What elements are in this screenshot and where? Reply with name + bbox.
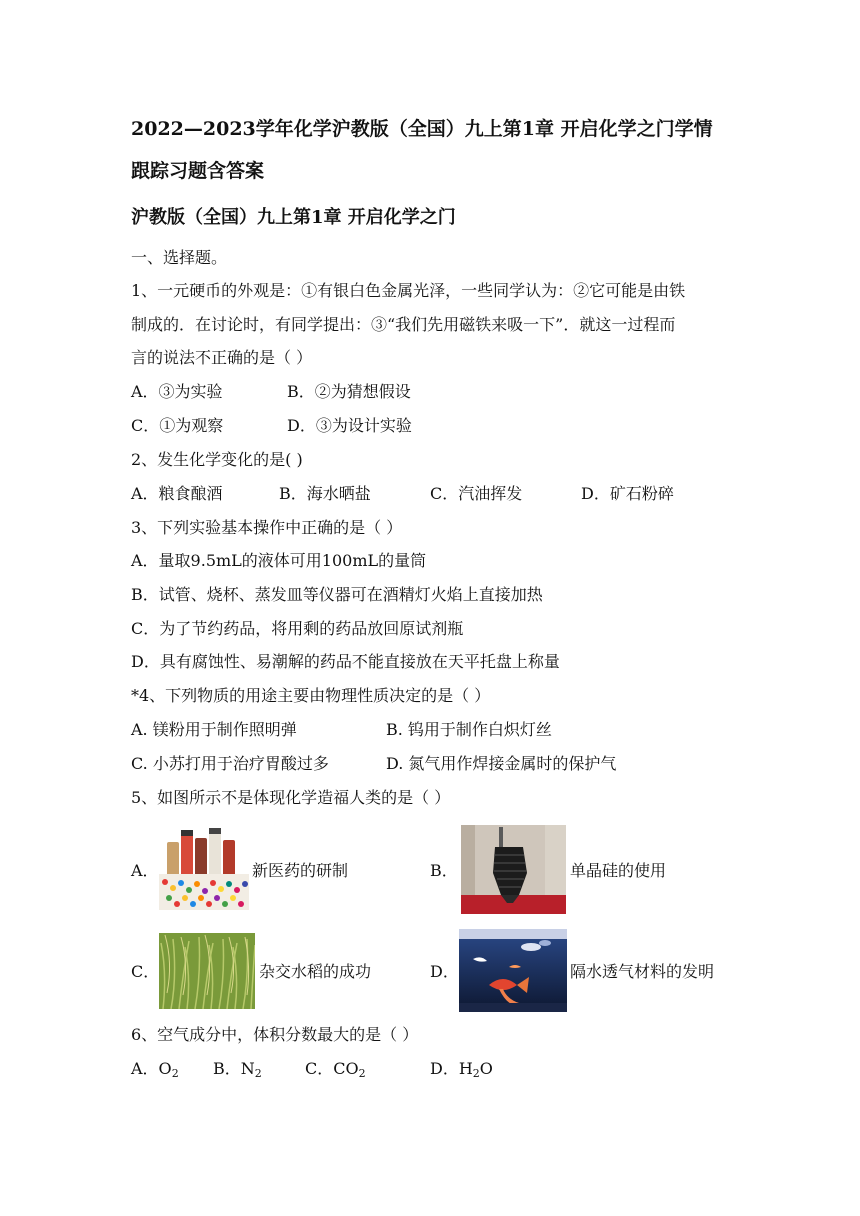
question-6-stem: 6、空气成分中，体积分数最大的是（ ） [131, 1025, 419, 1044]
section-heading: 一、选择题。 [131, 248, 228, 267]
question-3-stem: 3、下列实验基本操作中正确的是（ ） [131, 518, 403, 537]
question-2-option-d: D．矿石粉碎 [581, 484, 674, 503]
question-4-option-a: A. 镁粉用于制作照明弹 [131, 720, 297, 739]
rice-paddy-image [159, 933, 255, 1009]
question-4-stem: *4、下列物质的用途主要由物理性质决定的是（ ） [131, 686, 491, 705]
document-subtitle: 沪教版（全国）九上第1章 开启化学之门 [131, 207, 456, 228]
question-6-option-d [430, 1058, 493, 1080]
document-title-line-2: 跟踪习题含答案 [131, 160, 265, 182]
question-1-option-d: D．③为设计实验 [287, 416, 412, 435]
question-6-option-b-subscript: 2 [254, 1067, 262, 1080]
aquarium-fish-image [459, 929, 567, 1012]
question-1-option-a: A．③为实验 [131, 382, 223, 401]
question-5-option-c-text: 杂交水稻的成功 [259, 962, 372, 981]
question-6-option-c-subscript: 2 [358, 1067, 366, 1080]
question-6-option-a [131, 1058, 179, 1080]
question-6-option-d-subscript: 2 [472, 1067, 480, 1080]
question-1-option-b: B．②为猜想假设 [287, 382, 411, 401]
question-6-option-b-formula: B．N [213, 1059, 255, 1078]
medicine-bottles-image [159, 828, 249, 910]
question-4-option-b: B. 钨用于制作白炽灯丝 [386, 720, 552, 739]
question-5-option-c-letter: C． [131, 962, 160, 981]
question-6-option-b [213, 1058, 262, 1080]
question-5-option-a-letter: A． [131, 861, 159, 880]
question-6-option-a-subscript: 2 [171, 1067, 179, 1080]
question-1-stem-line-3: 言的说法不正确的是（ ） [131, 348, 313, 367]
question-4-option-c: C. 小苏打用于治疗胃酸过多 [131, 754, 329, 773]
question-5-option-d-text: 隔水透气材料的发明 [570, 962, 715, 981]
silicon-crystal-image [461, 825, 566, 914]
question-6-option-d-formula: D．H [430, 1059, 473, 1078]
question-5-stem: 5、如图所示不是体现化学造福人类的是（ ） [131, 788, 451, 807]
question-6-option-c-formula: C．CO [305, 1059, 359, 1078]
question-2-option-c: C．汽油挥发 [430, 484, 523, 503]
question-2-option-a: A．粮食酿酒 [131, 484, 223, 503]
question-6-option-a-formula: A．O [131, 1059, 172, 1078]
question-1-option-c: C．①为观察 [131, 416, 224, 435]
question-6-option-d-formula-end: O [479, 1059, 493, 1078]
question-1-stem-line-2: 制成的．在讨论时，有同学提出：③“我们先用磁铁来吸一下”．就这一过程而 [131, 315, 676, 334]
question-3-option-c: C．为了节约药品，将用剩的药品放回原试剂瓶 [131, 619, 464, 638]
question-2-option-b: B．海水晒盐 [279, 484, 371, 503]
question-3-option-b: B．试管、烧杯、蒸发皿等仪器可在酒精灯火焰上直接加热 [131, 585, 543, 604]
question-1-stem-line-1: 1、一元硬币的外观是：①有银白色金属光泽，一些同学认为：②它可能是由铁 [131, 281, 686, 300]
question-5-option-b-text: 单晶硅的使用 [570, 861, 667, 880]
question-5-option-a-text: 新医药的研制 [252, 861, 349, 880]
question-3-option-a: A．量取9.5mL的液体可用100mL的量筒 [131, 551, 427, 570]
question-3-option-d: D．具有腐蚀性、易潮解的药品不能直接放在天平托盘上称量 [131, 652, 560, 671]
question-5-option-d-letter: D． [430, 962, 459, 981]
question-6-option-c [305, 1058, 366, 1080]
question-5-option-b-letter: B． [430, 861, 458, 880]
question-2-stem: 2、发生化学变化的是( ) [131, 450, 303, 469]
question-4-option-d: D. 氮气用作焊接金属时的保护气 [386, 754, 617, 773]
document-title-line-1: 2022—2023学年化学沪教版（全国）九上第1章 开启化学之门学情 [131, 118, 713, 140]
